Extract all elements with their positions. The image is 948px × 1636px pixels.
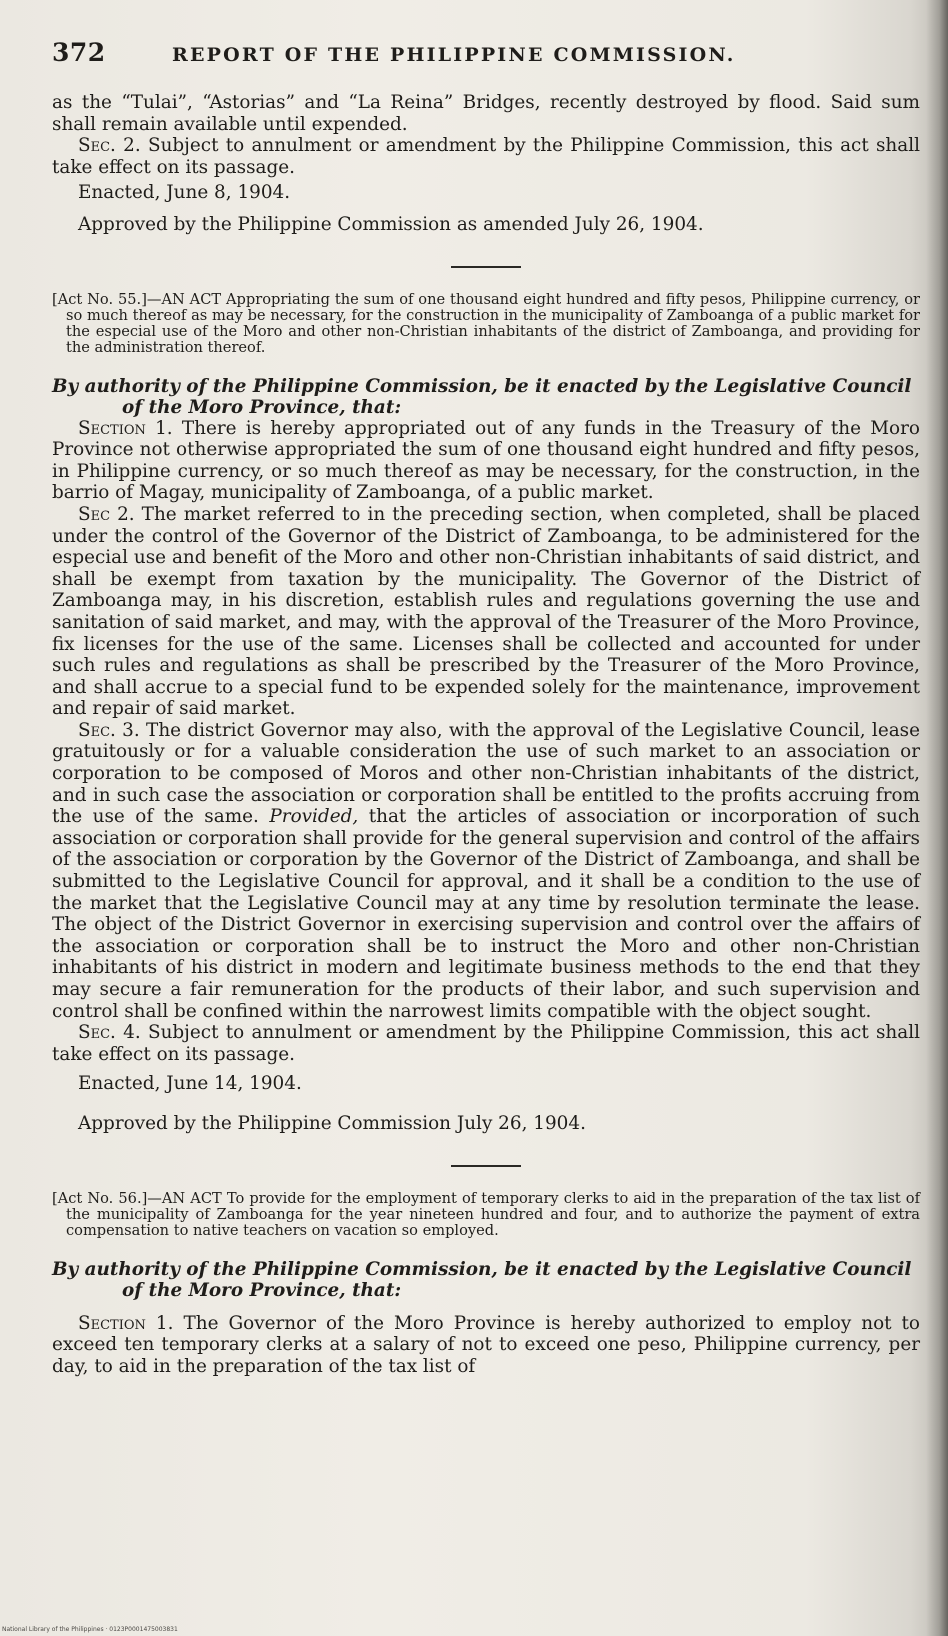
scan-source-footer: National Library of the Philippines · 0123P0001475003831 — [2, 1626, 178, 1633]
act-55-authority: By authority of the Philippine Commission, be it enacted by the Legislative Council of the Moro Province, that: — [52, 375, 912, 418]
proviso-word: Provided, — [269, 806, 359, 828]
section-label: Section 1. — [78, 1312, 174, 1334]
section-label: Sec. 3. — [78, 719, 140, 741]
section-label: Section 1. — [78, 417, 173, 439]
act-55-enacted: Enacted, June 14, 1904. — [78, 1073, 302, 1095]
act-55-title: [Act No. 55.]—AN ACT Appropriating the sum of one thousand eight hundred and fifty pesos, Philippine currency, or so much thereof as may be necessary, for the construction in the municipality of Zamboanga of a public market for the especial use of the Moro and other non-Christian inhabitants of the district of Zamboanga, and providing for the administration thereof. — [52, 290, 920, 356]
act-56-authority: By authority of the Philippine Commission, be it enacted by the Legislative Council of the Moro Province, that: — [52, 1258, 912, 1301]
previous-act-tail — [52, 92, 920, 236]
page-number: 372 — [52, 38, 106, 67]
section-label: Sec 2. — [78, 503, 135, 525]
previous-act-text: as the “Tulai”, “Astorias” and “La Reina” Bridges, recently destroyed by flood. Said sum shall remain available until expended. — [52, 92, 920, 135]
act-56-title: [Act No. 56.]—AN ACT To provide for the employment of temporary clerks to aid in the preparation of the tax list of the municipality of Zamboanga for the year nineteen hundred and four, and to authorize the payment of extra compensation to native teachers on vacation so employed. — [52, 1189, 920, 1239]
section-divider — [451, 1165, 521, 1167]
section-divider — [451, 266, 521, 268]
page-header — [52, 38, 920, 84]
act-56 — [52, 1191, 920, 1378]
section-text: Subject to annulment or amendment by the Philippine Commission, this act shall take effect on its passage. — [52, 1022, 920, 1065]
page-content — [52, 38, 920, 1377]
section-label: Sec. 2. — [78, 135, 141, 157]
act-55 — [52, 292, 920, 1135]
act-56-section-1 — [52, 1313, 920, 1378]
act-55-section-1 — [52, 418, 920, 504]
running-title: REPORT OF THE PHILIPPINE COMMISSION. — [172, 44, 736, 66]
act-55-section-2 — [52, 504, 920, 720]
section-text: The Governor of the Moro Province is hereby authorized to employ not to exceed ten temporary clerks at a salary of not to exceed one peso, Philippine currency, per day, to aid in the preparation of the tax list of — [52, 1312, 920, 1377]
section-label: Sec. 4. — [78, 1022, 141, 1044]
section-text: There is hereby appropriated out of any funds in the Treasury of the Moro Province not otherwise appropriated the sum of one thousand eight hundred and fifty pesos, in Philippine currency, or so much thereof as may be necessary, for the construction, in the barrio of Magay, municipality of Zamboanga, of a public market. — [52, 417, 920, 504]
section-text: Subject to annulment or amendment by the Philippine Commission, this act shall take effect on its passage. — [52, 135, 920, 178]
act-55-section-3 — [52, 720, 920, 1022]
act-55-section-4 — [52, 1022, 920, 1065]
previous-act-approved: Approved by the Philippine Commission as amended July 26, 1904. — [78, 213, 704, 235]
act-55-approved: Approved by the Philippine Commission July 26, 1904. — [78, 1112, 586, 1134]
section-text: that the articles of association or incorporation of such association or corporation shall provide for the general supervision and control of the affairs of the association or corporation by the Governor of the District of Zamboanga, and shall be submitted to the Legislative Council for approval, and it shall be a condition to the use of the market that the Legislative Council may at any time by resolution terminate the lease. The object of the District Governor in exercising supervision and control over the affairs of the association or corporation shall be to instruct the Moro and other non-Christian inhabitants of his district in modern and legitimate business methods to the end that they may secure a fair remuneration for the products of their labor, and such supervision and control shall be confined within the narrowest limits compatible with the object sought. — [52, 806, 920, 1022]
page-edge-shadow — [926, 0, 948, 1636]
section-text: The district Governor may also, with the approval of the Legislative Council, lease gratuitously or for a valuable consideration the use of such market to an association or corporation to be composed of Moros and other non-Christian inhabitants of the district, and in such case the association or corporation shall be entitled to the profits accruing from the use of the same. — [52, 719, 920, 828]
previous-act-enacted: Enacted, June 8, 1904. — [78, 182, 291, 204]
section-text: The market referred to in the preceding section, when completed, shall be placed under the control of the Governor of the District of Zamboanga, to be administered for the especial use and benefit of the Moro and other non-Christian inhabitants of said district, and shall be exempt from taxation by the municipality. The Governor of the District of Zamboanga may, in his discretion, establish rules and regulations governing the use and sanitation of said market, and may, with the approval of the Treasurer of the Moro Province, fix licenses for the use of the same. Licenses shall be collected and accounted for under such rules and regulations as shall be prescribed by the Treasurer of the Moro Province, and shall accrue to a special fund to be expended solely for the maintenance, improvement and repair of said market. — [52, 503, 920, 720]
previous-act-section-2 — [52, 135, 920, 178]
